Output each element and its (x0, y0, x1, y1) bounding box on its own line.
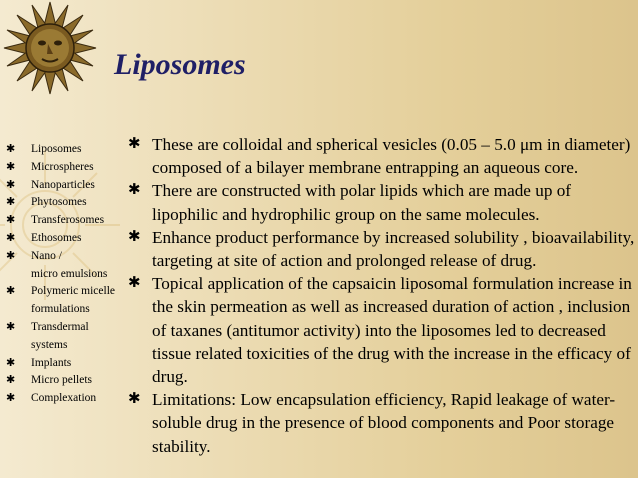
sidebar-item-label: Nano / (31, 249, 62, 262)
sidebar-item (0, 159, 125, 177)
sidebar-item (0, 355, 125, 373)
sidebar-item (0, 283, 125, 319)
sidebar-item-label: micro emulsions (31, 267, 108, 280)
asterisk-bullet-icon: ✱ (6, 285, 16, 298)
sidebar-item-label: Implants (31, 356, 72, 369)
sun-face-icon (0, 0, 105, 110)
asterisk-bullet-icon: ✱ (6, 392, 16, 405)
sidebar-item (0, 319, 125, 337)
asterisk-bullet-icon: ✱ (6, 374, 16, 387)
sidebar-item-label: Liposomes (31, 143, 82, 155)
content-bullet-text: These are colloidal and spherical vesicles (0.05 – 5.0 μm in diameter) composed of a bilayer membrane entrapping an aqueous core. (152, 135, 631, 178)
sidebar-item-label: Nanoparticles (31, 178, 95, 191)
asterisk-bullet-icon: ✱ (6, 196, 16, 209)
asterisk-bullet-icon: ✱ (128, 182, 141, 199)
content-bullet (128, 226, 636, 272)
sidebar-item-label: Ethosomes (31, 231, 82, 244)
content-bullet-text: Limitations: Low encapsulation efficiency, Rapid leakage of water-soluble drug in the presence of blood components and Poor storage stability. (152, 390, 616, 456)
sidebar-item-label: Phytosomes (31, 196, 87, 209)
asterisk-bullet-icon: ✱ (6, 143, 16, 155)
sidebar-item-label: Microspheres (31, 160, 94, 173)
sidebar-item (0, 248, 125, 266)
sidebar-item (0, 372, 125, 390)
sidebar-item-label: Complexation (31, 392, 97, 405)
sidebar-item (0, 390, 125, 408)
asterisk-bullet-icon: ✱ (128, 228, 141, 245)
asterisk-bullet-icon: ✱ (6, 320, 16, 333)
content-bullet (128, 179, 636, 225)
sidebar-topic-list (0, 141, 125, 408)
sidebar-item-label: Transdermal (31, 320, 89, 333)
sidebar-item (0, 337, 125, 355)
sidebar-item-label: Transferosomes (31, 214, 105, 227)
sidebar-item-label: Polymeric micelle formulations (31, 285, 115, 316)
content-bullet (128, 388, 636, 458)
content-bullet-text: Topical application of the capsaicin liposomal formulation increase in the skin permeation as well as increased duration of action , inclusion of taxanes (antitumor activity) into the liposomes led to decreased tissue related toxicities of the drug with the increase in the efficacy of drug. (152, 274, 632, 387)
asterisk-bullet-icon: ✱ (6, 214, 16, 227)
sidebar-item (0, 177, 125, 195)
content-bullet-list (128, 133, 636, 458)
sidebar-item-label: Micro pellets (31, 374, 92, 387)
sidebar-item (0, 266, 125, 284)
content-bullet (128, 272, 636, 388)
sidebar-item (0, 212, 125, 230)
asterisk-bullet-icon: ✱ (128, 275, 141, 292)
sidebar-item (0, 141, 125, 159)
asterisk-bullet-icon: ✱ (128, 391, 141, 408)
content-bullet-text: There are constructed with polar lipids which are made up of lipophilic and hydrophilic group on the same molecules. (152, 181, 572, 224)
sidebar-item (0, 194, 125, 212)
content-bullet (128, 133, 636, 179)
asterisk-bullet-icon: ✱ (6, 249, 16, 262)
sidebar-item (0, 230, 125, 248)
asterisk-bullet-icon: ✱ (6, 178, 16, 191)
asterisk-bullet-icon: ✱ (6, 356, 16, 369)
asterisk-bullet-icon: ✱ (6, 160, 16, 173)
slide-title: Liposomes (114, 48, 246, 81)
asterisk-bullet-icon: ✱ (128, 136, 141, 152)
sidebar-item-label: systems (31, 338, 68, 351)
content-bullet-text: Enhance product performance by increased solubility , bioavailability, targeting at site of action and prolonged release of drug. (152, 227, 635, 271)
asterisk-bullet-icon: ✱ (6, 231, 16, 244)
